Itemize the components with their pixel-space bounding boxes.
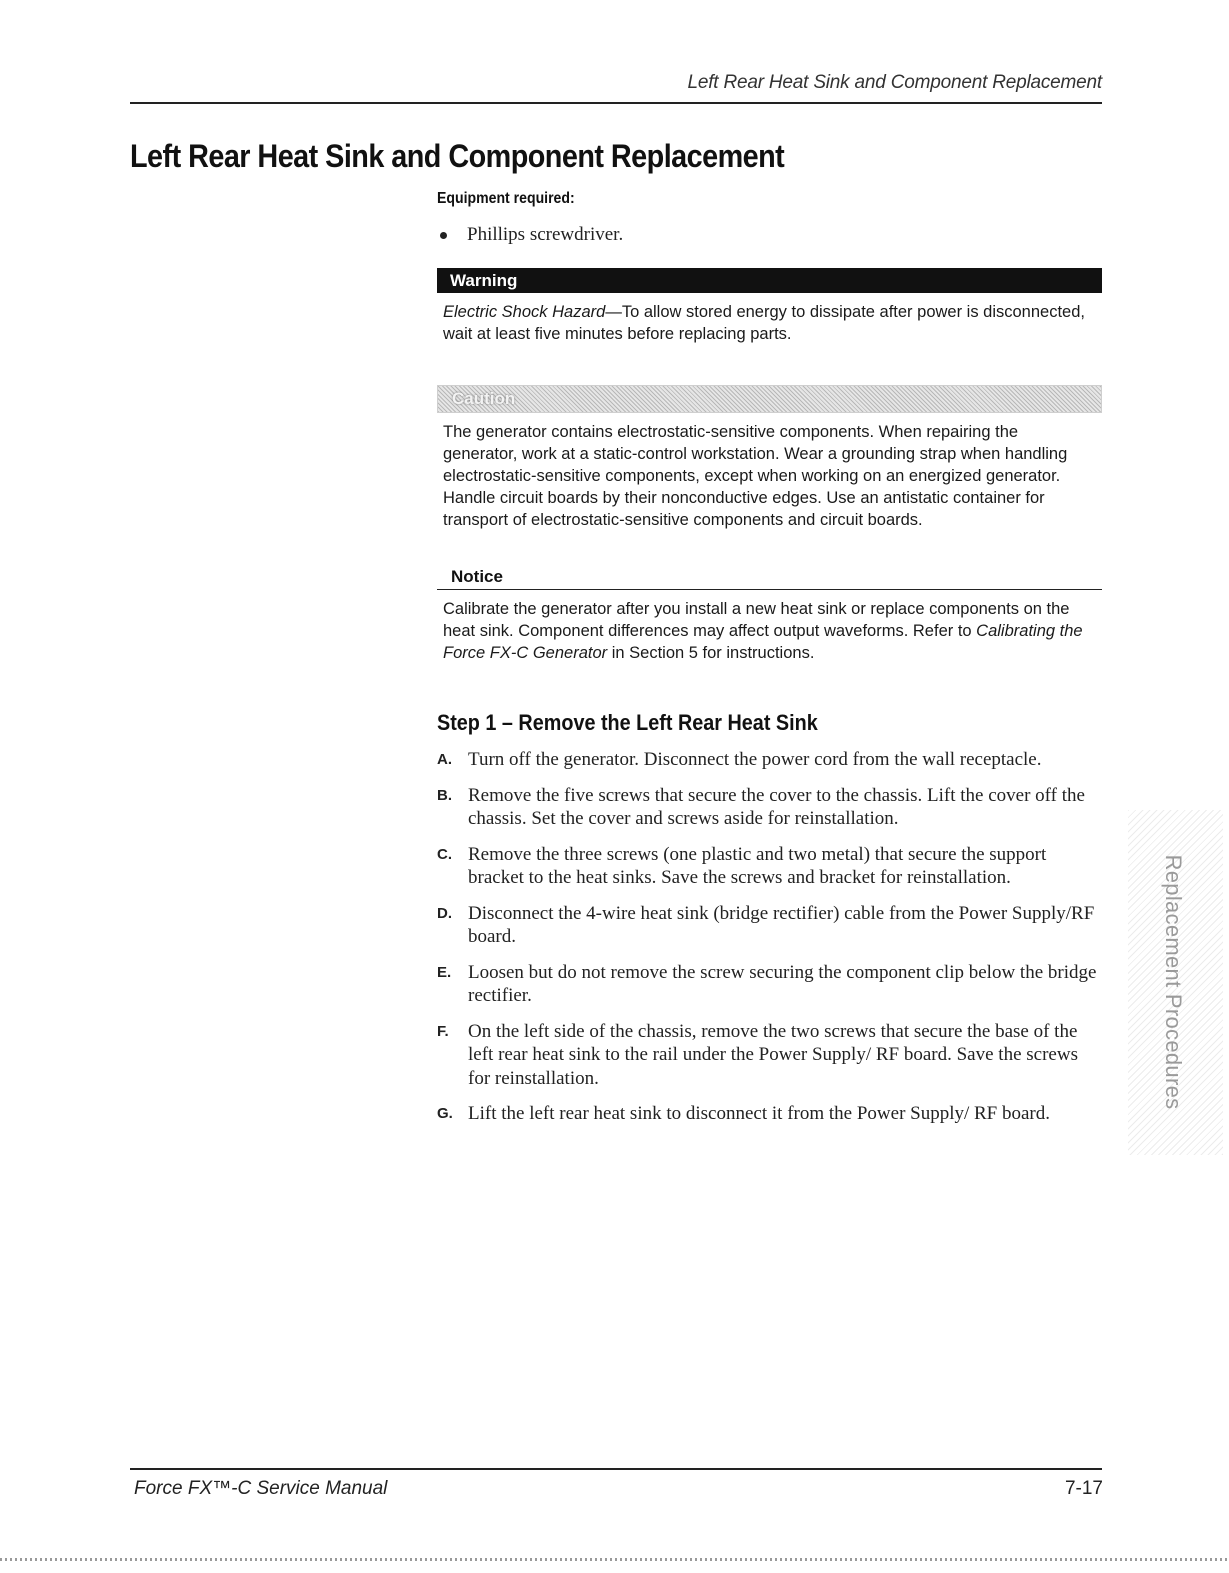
warning-hazard: Electric Shock Hazard (443, 303, 606, 321)
step-item (437, 902, 1102, 949)
equipment-item (437, 222, 1102, 248)
notice-body-end: in Section 5 for instructions. (607, 644, 815, 662)
step-letter: G. (437, 1105, 453, 1122)
step-text: Loosen but do not remove the screw securing the component clip below the bridge rectifier. (468, 961, 1097, 1006)
step-letter: F. (437, 1022, 449, 1040)
step-text: On the left side of the chassis, remove the two screws that secure the base of the left rear heat sink to the rail under the Power Supply/ RF board. Save the screws for reinstallation. (468, 1020, 1078, 1089)
step-text: Remove the five screws that secure the cover to the chassis. Lift the cover off the chassis. Set the cover and screws aside for reinstallation. (468, 784, 1085, 829)
page-number: 7-17 (1064, 1478, 1103, 1499)
equipment-list (437, 222, 1102, 248)
step-letter: B. (437, 786, 452, 804)
warning-text (443, 301, 1096, 345)
step-letter: C. (437, 845, 452, 863)
notice-body: Calibrate the generator after you install a new heat sink or replace components on the heat sink. Component differences may affect output waveforms. Refer to (443, 600, 1070, 640)
step-text: Turn off the generator. Disconnect the power cord from the wall receptacle. (468, 749, 1042, 770)
caution-text: The generator contains electrostatic-sensitive components. When repairing the generator, work at a static-control workstation. Wear a grounding strap when handling electrostatic-sensitive components, except when working on an energized generator. Handle circuit boards by their nonconductive edges. Use an antistatic container for transport of electrostatic-sensitive components and circuit boards. (443, 423, 1068, 529)
running-header: Left Rear Heat Sink and Component Replacement (130, 70, 1102, 104)
step-letter: A. (437, 751, 452, 768)
footer-manual-title: Force FX™-C Service Manual (134, 1478, 388, 1499)
page-title: Left Rear Heat Sink and Component Replacement (130, 138, 785, 174)
step-letter: D. (437, 904, 452, 922)
step-item (437, 843, 1102, 890)
equipment-item-text: Phillips screwdriver. (467, 224, 624, 245)
main-content (437, 190, 1102, 1138)
scan-edge-divider (0, 1558, 1229, 1561)
warning-body: —To allow stored energy to dissipate after power is disconnected, wait at least five minutes before replacing parts. (443, 303, 1085, 343)
equipment-label: Equipment required: (437, 190, 575, 207)
step-letter: E. (437, 963, 452, 981)
step-item (437, 1020, 1102, 1091)
step-text: Disconnect the 4-wire heat sink (bridge rectifier) cable from the Power Supply/RF board. (468, 902, 1095, 947)
footer-rule (130, 1468, 1102, 1470)
caution-banner (437, 385, 1102, 413)
notice-text (443, 598, 1096, 664)
notice-heading: Notice (437, 567, 1102, 590)
step-title: Step 1 – Remove the Left Rear Heat Sink (437, 710, 818, 735)
step-text: Lift the left rear heat sink to disconnect it from the Power Supply/ RF board. (468, 1103, 1051, 1124)
warning-label: Warning (450, 270, 518, 290)
step-item (437, 1102, 1102, 1126)
step-text: Remove the three screws (one plastic and two metal) that secure the support bracket to the heat sinks. Save the screws and bracket for reinstallation. (468, 843, 1047, 888)
section-tab-label: Replacement Procedures (1161, 854, 1186, 1110)
step-list (437, 748, 1102, 1126)
warning-banner (437, 268, 1102, 293)
notice-reference: Calibrating the Force FX-C Generator (443, 622, 1083, 662)
bullet-icon (440, 232, 447, 239)
step-item (437, 784, 1102, 831)
step-item (437, 961, 1102, 1008)
caution-label: Caution (452, 389, 516, 408)
step-item (437, 748, 1102, 772)
